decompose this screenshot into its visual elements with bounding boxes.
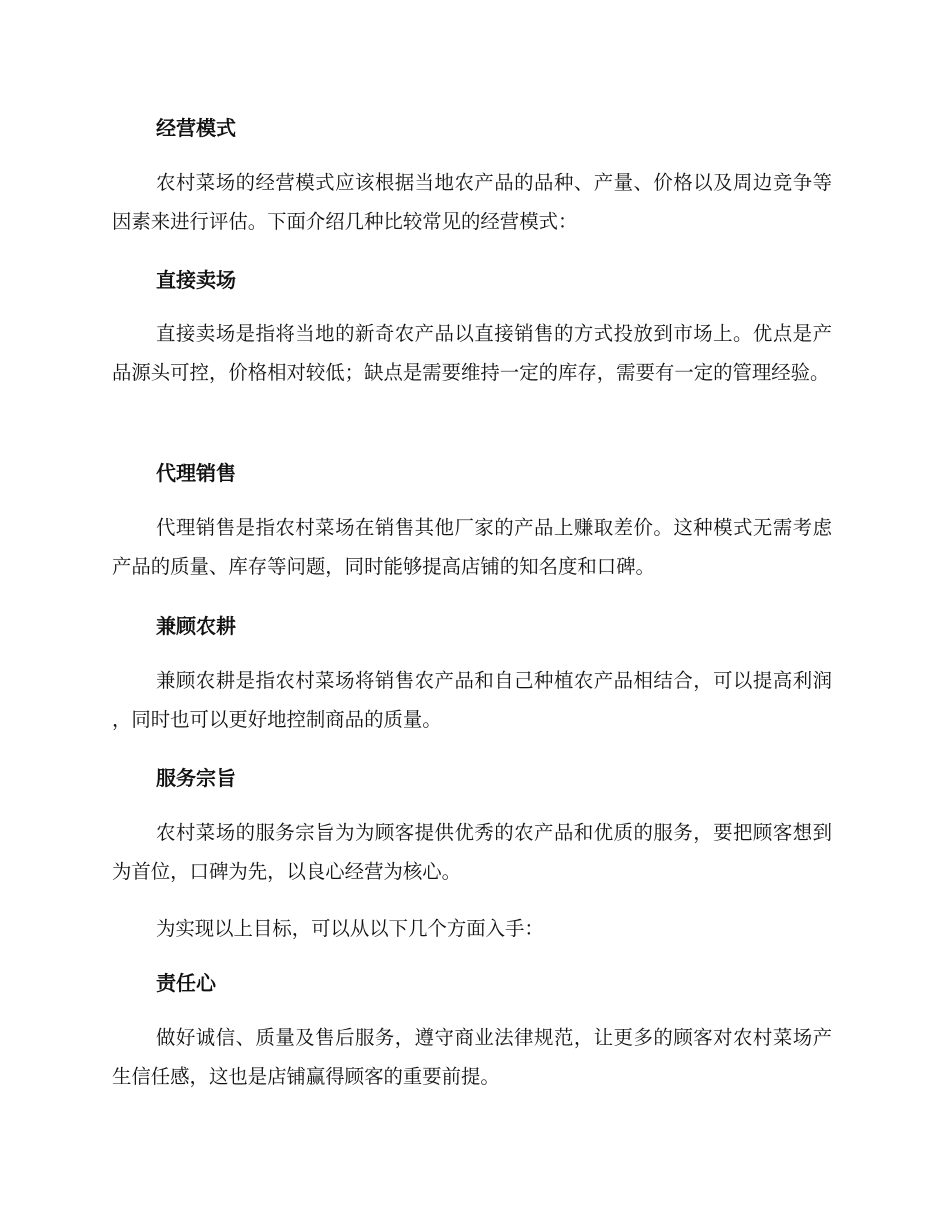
paragraph: 兼顾农耕是指农村菜场将销售农产品和自己种植农产品相结合，可以提高利润，同时也可以更好地控制商品的质量。: [112, 669, 832, 731]
section-heading: 直接卖场: [156, 268, 236, 292]
section-heading: 经营模式: [156, 116, 236, 140]
paragraph: 农村菜场的经营模式应该根据当地农产品的品种、产量、价格以及周边竞争等因素来进行评估。下面介绍几种比较常见的经营模式：: [112, 171, 832, 233]
paragraph: 为实现以上目标，可以从以下几个方面入手：: [156, 917, 544, 940]
paragraph: 农村菜场的服务宗旨为为顾客提供优秀的农产品和优质的服务，要把顾客想到为首位，口碑为先，以良心经营为核心。: [112, 821, 832, 883]
paragraph: 做好诚信、质量及售后服务，遵守商业法律规范，让更多的顾客对农村菜场产生信任感，这也是店铺赢得顾客的重要前提。: [112, 1026, 832, 1088]
section-heading: 服务宗旨: [156, 766, 236, 790]
section-heading: 兼顾农耕: [156, 614, 236, 638]
paragraph: 直接卖场是指将当地的新奇农产品以直接销售的方式投放到市场上。优点是产品源头可控，价格相对较低；缺点是需要维持一定的库存，需要有一定的管理经验。: [112, 322, 832, 384]
section-heading: 代理销售: [156, 461, 236, 485]
section-heading: 责任心: [156, 971, 216, 995]
paragraph: 代理销售是指农村菜场在销售其他厂家的产品上赚取差价。这种模式无需考虑产品的质量、库存等问题，同时能够提高店铺的知名度和口碑。: [112, 516, 832, 578]
